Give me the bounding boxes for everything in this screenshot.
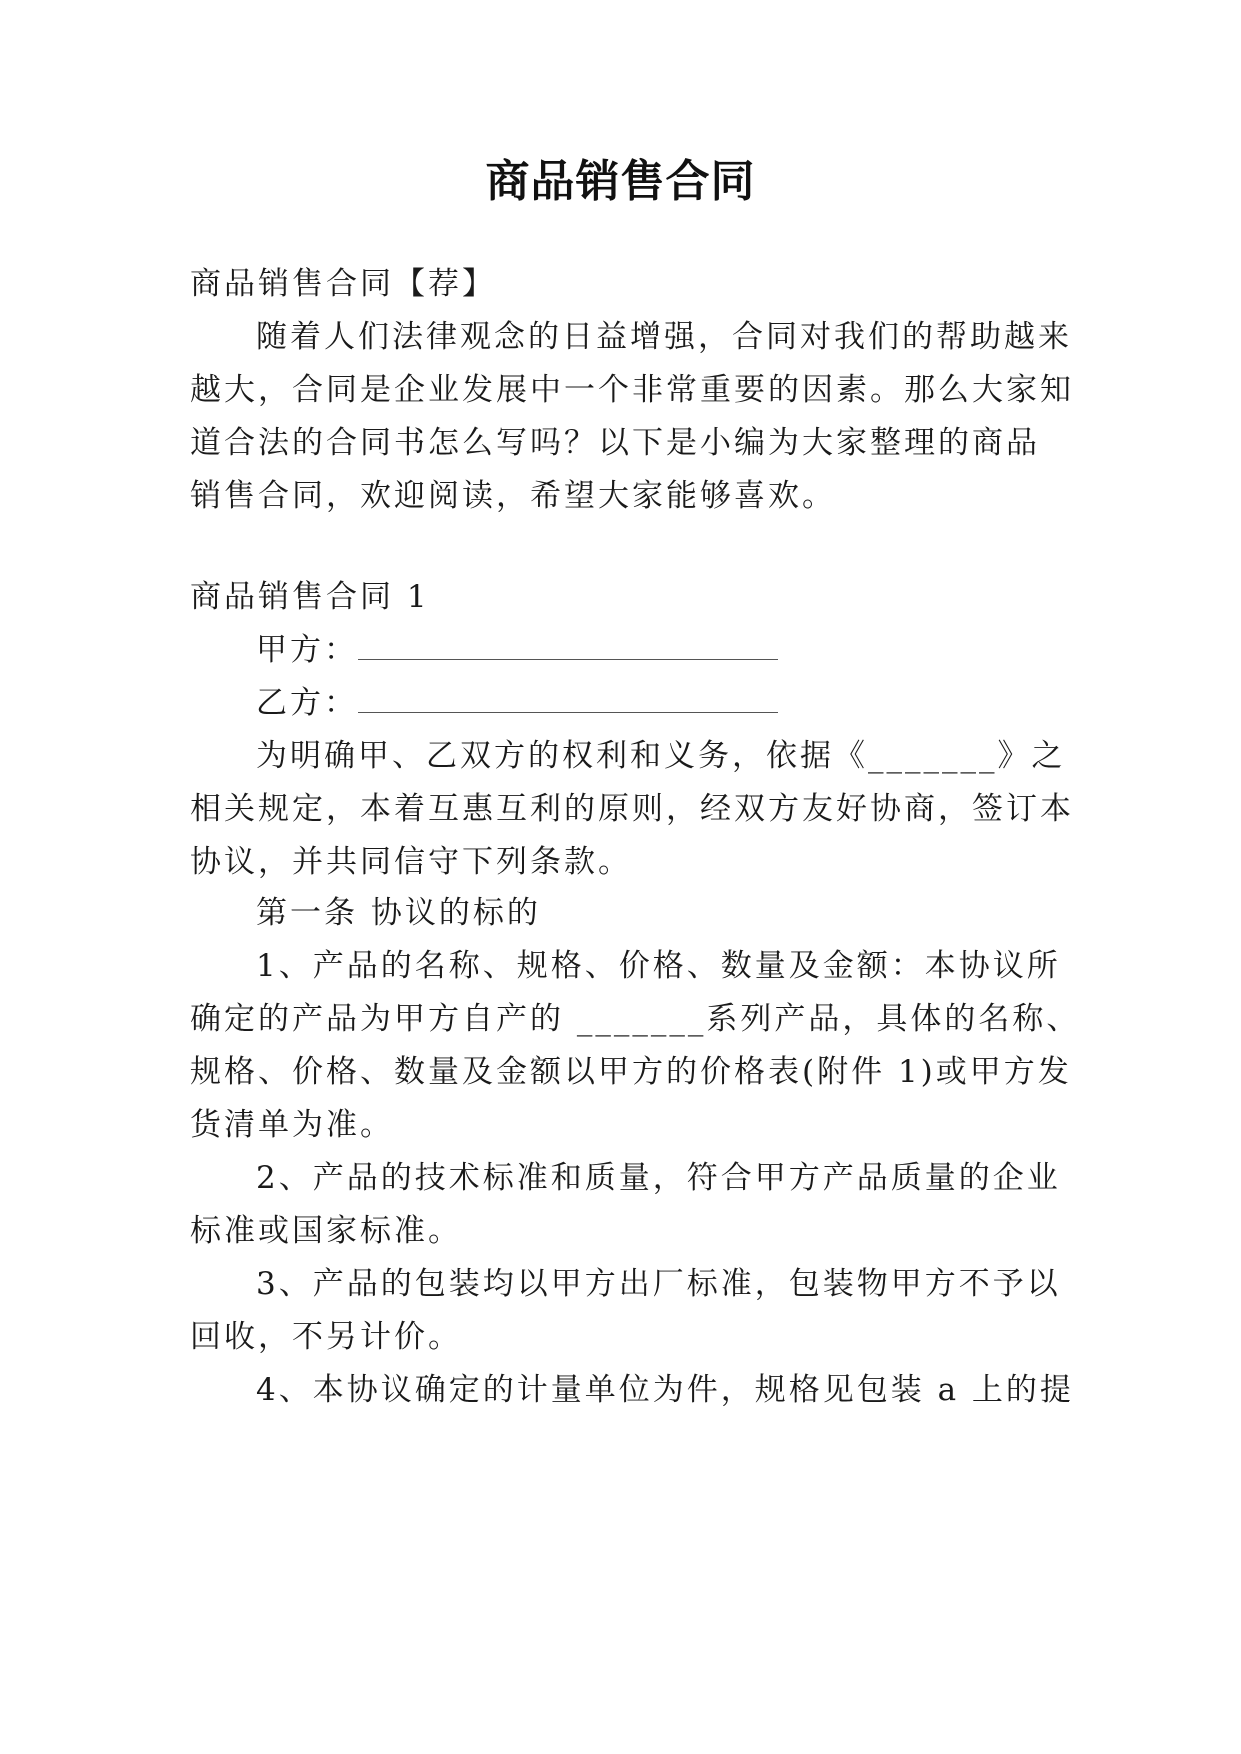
preamble-line-1: 为明确甲、乙双方的权利和义务，依据《_______》之 <box>256 738 1066 774</box>
clause-1-line-2: 确定的产品为甲方自产的 _______系列产品，具体的名称、 <box>190 1001 1081 1037</box>
party-b-row <box>256 681 778 725</box>
clause-2-line-2: 标准或国家标准。 <box>190 1213 462 1249</box>
party-a-row <box>256 628 778 672</box>
intro-line-4: 销售合同，欢迎阅读，希望大家能够喜欢。 <box>190 478 836 514</box>
intro-line-2: 越大，合同是企业发展中一个非常重要的因素。那么大家知 <box>190 372 1074 408</box>
intro-line-3: 道合法的合同书怎么写吗？以下是小编为大家整理的商品 <box>190 425 1040 461</box>
intro-line-1: 随着人们法律观念的日益增强，合同对我们的帮助越来 <box>256 319 1072 355</box>
clause-2-line-1: 2、产品的技术标准和质量，符合甲方产品质量的企业 <box>256 1160 1061 1196</box>
party-b-blank <box>358 692 778 713</box>
party-b-label: 乙方： <box>256 685 358 721</box>
preamble-line-3: 协议，并共同信守下列条款。 <box>190 844 632 880</box>
article-1-heading: 第一条 协议的标的 <box>256 895 541 931</box>
section-heading: 商品销售合同 1 <box>190 579 430 615</box>
clause-1-line-3: 规格、价格、数量及金额以甲方的价格表(附件 1)或甲方发 <box>190 1054 1072 1090</box>
document-title: 商品销售合同 <box>485 156 756 207</box>
subtitle: 商品销售合同【荐】 <box>190 266 496 302</box>
party-a-label: 甲方： <box>256 632 358 668</box>
clause-1-line-1: 1、产品的名称、规格、价格、数量及金额：本协议所 <box>256 948 1061 984</box>
clause-1-line-4: 货清单为准。 <box>190 1107 394 1143</box>
clause-3-line-2: 回收，不另计价。 <box>190 1319 462 1355</box>
preamble-line-2: 相关规定，本着互惠互利的原则，经双方友好协商，签订本 <box>190 791 1074 827</box>
party-a-blank <box>358 639 778 660</box>
clause-3-line-1: 3、产品的包装均以甲方出厂标准，包装物甲方不予以 <box>256 1266 1061 1302</box>
clause-4-line-1: 4、本协议确定的计量单位为件，规格见包装 a 上的提 <box>256 1372 1074 1408</box>
